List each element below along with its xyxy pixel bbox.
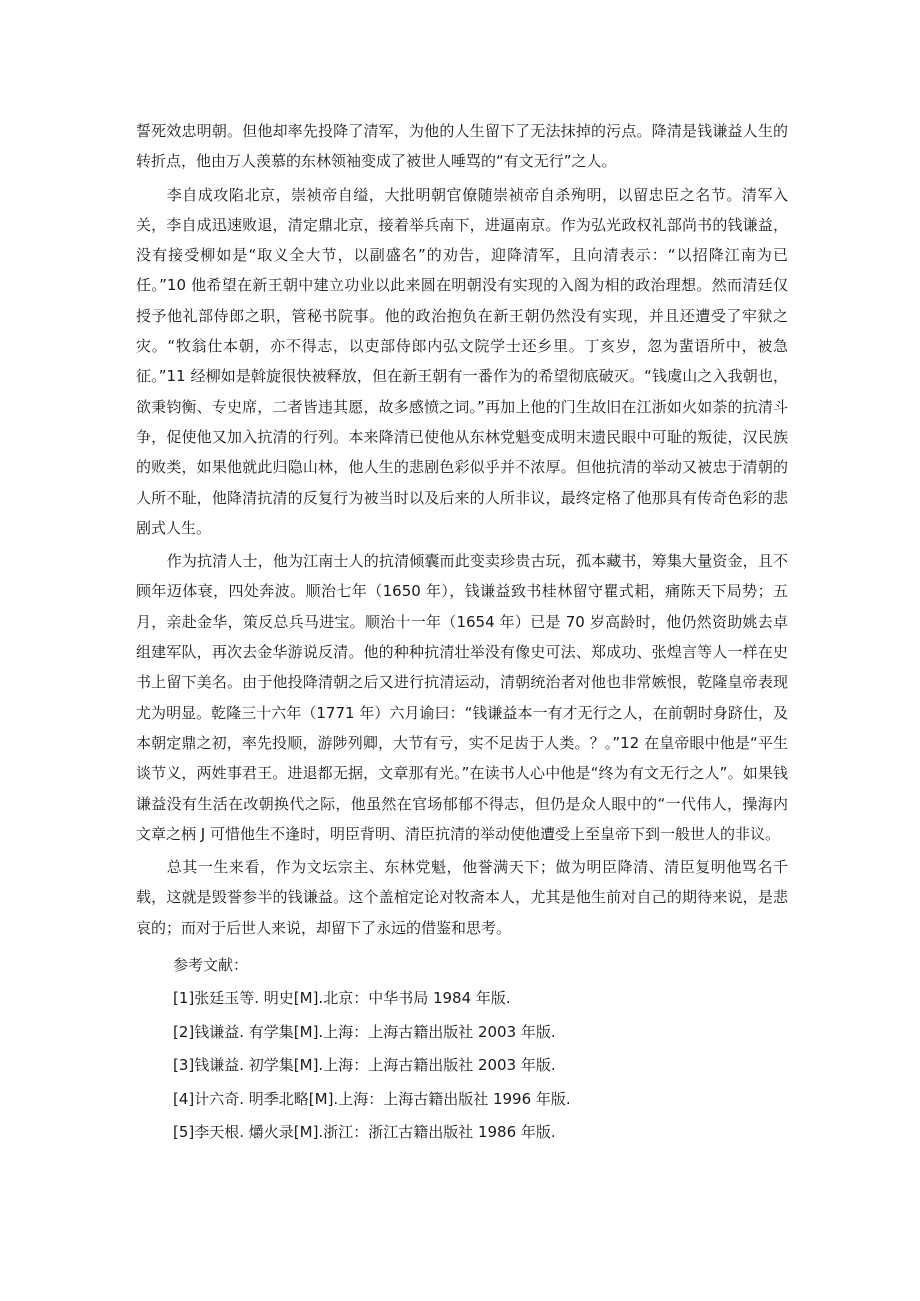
reference-item: [5]李天根. 爝火录[M].浙江：浙江古籍出版社 1986 年版.: [173, 1123, 556, 1142]
paragraph: 总其一生来看，作为文坛宗主、东林党魁，他誉满天下；做为明臣降清、清臣复明他骂名千载，这就是毁誉参半的钱谦益。这个盖棺定论对牧斋本人，尤其是他生前对自己的期待来说，是悲哀的；而对于后世人来说，却留下了永远的借鉴和思考。: [136, 858, 788, 937]
document-page: [136, 116, 788, 1150]
references-list: [136, 982, 788, 1150]
references-section: [136, 950, 788, 1150]
references-heading: 参考文献：: [173, 956, 249, 975]
paragraph: 誓死效忠明朝。但他却率先投降了清军，为他的人生留下了无法抹掉的污点。降清是钱谦益人生的转折点，他由万人羡慕的东林领袖变成了被世人唾骂的“有文无行”之人。: [136, 122, 788, 171]
body-text: [136, 116, 788, 943]
reference-item: [4]计六奇. 明季北略[M].上海：上海古籍出版社 1996 年版.: [173, 1089, 571, 1108]
paragraph: 李自成攻陷北京，崇祯帝自缢，大批明朝官僚随崇祯帝自杀殉明，以留忠臣之名节。清军入关，李自成迅速败退，清定鼎北京，接着举兵南下，进逼南京。作为弘光政权礼部尚书的钱谦益，没有接受柳如是“取义全大节，以副盛名”的劝告，迎降清军，且向清表示：“以招降江南为已任。”10 他希望在新王朝中建立功业以此来圆在明朝没有实现的入阁为相的政治理想。然而清廷仅授予他礼部侍郎之职，管秘书院事。他的政治抱负在新王朝仍然没有实现，并且还遭受了牢狱之灾。“牧翁仕本朝，亦不得志，以吏部侍郎内弘文院学士还乡里。丁亥岁，忽为蜚语所中，被急征。”11 经柳如是斡旋很快被释放，但在新王朝有一番作为的希望彻底破灭。“钱虞山之入我朝也，欲秉钧衡、专史席，二者皆违其愿，故多感愤之词。”再加上他的门生故旧在江浙如火如荼的抗清斗争，促使他又加入抗清的行列。本来降清已使他从东林党魁变成明末遗民眼中可耻的叛徒，汉民族的败类，如果他就此归隐山林，他人生的悲剧色彩似乎并不浓厚。但他抗清的举动又被忠于清朝的人所不耻，他降清抗清的反复行为被当时以及后来的人所非议，最终定格了他那具有传奇色彩的悲剧式人生。: [136, 185, 788, 537]
reference-item: [2]钱谦益. 有学集[M].上海：上海古籍出版社 2003 年版.: [173, 1022, 556, 1041]
paragraph: 作为抗清人士，他为江南士人的抗清倾囊而此变卖珍贵古玩，孤本藏书，筹集大量资金，且不顾年迈体衰，四处奔波。顺治七年（1650 年），钱谦益致书桂林留守瞿式耜，痛陈天下局势；五月，亲赴金华，策反总兵马进宝。顺治十一年（1654 年）已是 70 岁高龄时，他仍然资助姚去卓组建军队，再次去金华游说反清。他的种种抗清壮举没有像史可法、郑成功、张煌言等人一样在史书上留下美名。由于他投降清朝之后又进行抗清运动，清朝统治者对他也非常嫉恨，乾隆皇帝表现尤为明显。乾隆三十六年（1771 年）六月谕曰：“钱谦益本一有才无行之人，在前朝时身跻仕，及本朝定鼎之初，率先投顺，游陟列卿，大节有亏，实不足齿于人类。？。”12 在皇帝眼中他是“平生谈节义，两姓事君王。进退都无据，文章那有光。”在读书人心中他是“终为有文无行之人”。如果钱谦益没有生活在改朝换代之际，他虽然在官场郁郁不得志，但仍是众人眼中的“一代伟人，操海内文章之柄 J 可惜他生不逢时，明臣背明、清臣抗清的举动使他遭受上至皇帝下到一般世人的非议。: [136, 552, 788, 843]
reference-item: [3]钱谦益. 初学集[M].上海：上海古籍出版社 2003 年版.: [173, 1056, 556, 1075]
reference-item: [1]张廷玉等. 明史[M].北京：中华书局 1984 年版.: [173, 989, 511, 1008]
